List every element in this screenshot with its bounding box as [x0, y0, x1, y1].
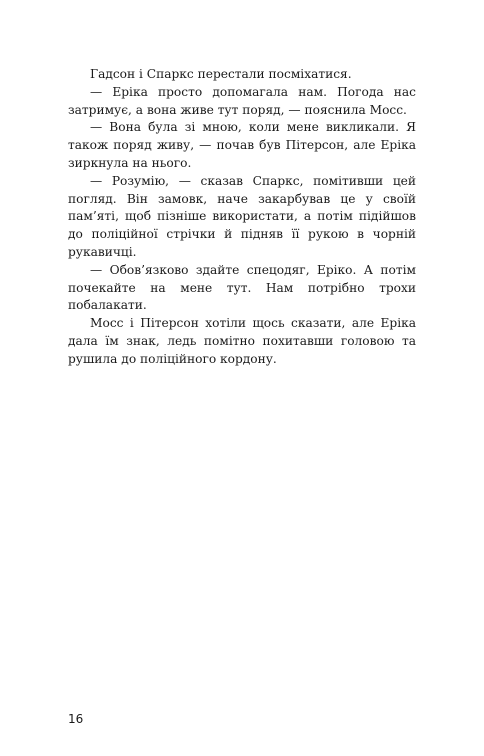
paragraph: Гадсон і Спаркс перестали посміхатися. — [90, 67, 352, 81]
page-number: 16 — [68, 712, 84, 726]
paragraph: — Обов’язково здайте спецодяг, Еріко. А потім почекайте на мене тут. Нам потрібно трохи побалакати. — [68, 262, 416, 313]
paragraph: — Еріка просто допомагала нам. Погода нас затримує, а вона живе тут поряд, — пояснила Мосс. — [68, 84, 416, 117]
paragraph: — Вона була зі мною, коли мене викликали. Я також поряд живу, — почав був Пітерсон, але Еріка зиркнула на нього. — [68, 120, 416, 170]
paragraph: Мосс і Пітерсон хотіли щось сказати, але Еріка дала їм знак, ледь помітно похитавши головою та рушила до поліційного кордону. — [68, 316, 416, 366]
body-text — [68, 66, 416, 369]
paragraph: — Розумію, — сказав Спаркс, помітивши цей погляд. Він замовк, наче закарбував це у своїй пам’яті, щоб пізніше використати, а потім підійшов до поліційної стрічки й підняв її рукою в чорній рукавичці. — [68, 173, 416, 259]
